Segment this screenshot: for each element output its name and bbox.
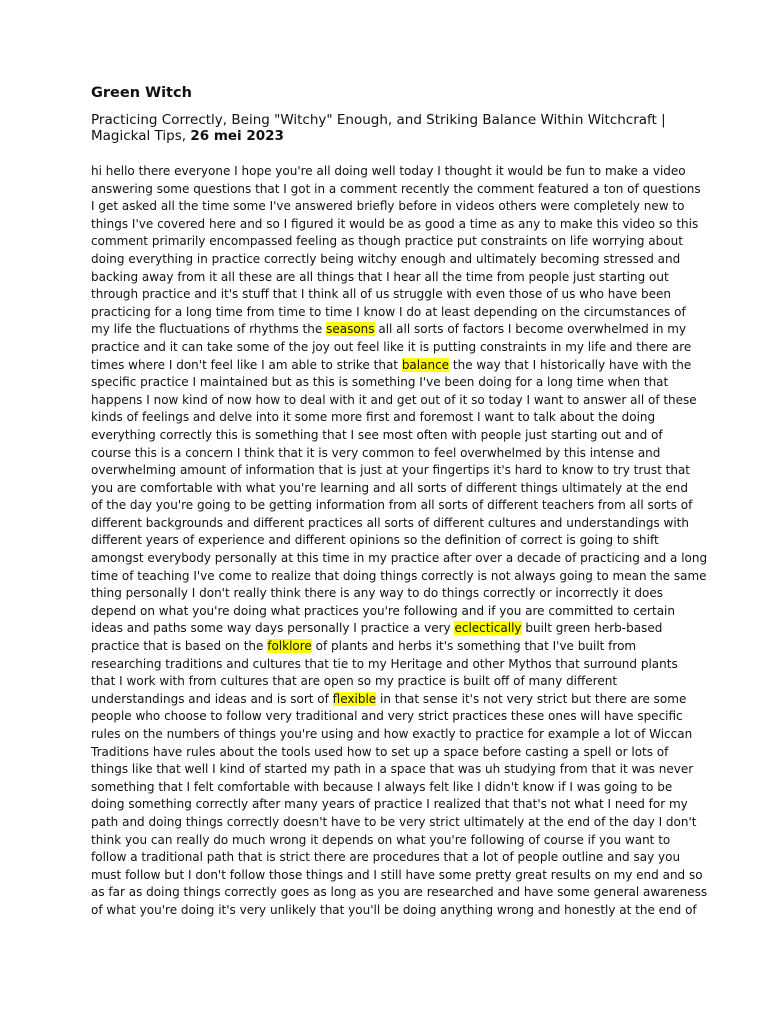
transcript-line: my life the fluctuations of rhythms the seasons all all sorts of factors I become overwhelmed in my bbox=[91, 322, 687, 337]
transcript-line: overwhelming amount of information that is just at your fingertips it's hard to know to try trust that bbox=[91, 463, 691, 478]
transcript-line: course this is a concern I think that it is very common to feel overwhelmed by this intense and bbox=[91, 445, 661, 460]
transcript-line: things I've covered here and so I figured it would be as good a time as any to make this video so this bbox=[91, 216, 699, 231]
transcript-line: everything correctly this is something that I see most often with people just starting out and of bbox=[91, 427, 663, 442]
transcript-line: practicing for a long time from time to time I know I do at least depending on the circumstances of bbox=[91, 304, 686, 319]
transcript-line: that I work with from cultures that are open so my practice is built off of many different bbox=[91, 674, 618, 689]
transcript-line: of what you're doing it's very unlikely that you'll be doing anything wrong and honestly at the end of bbox=[91, 902, 697, 917]
transcript-line: things like that well I kind of started my path in a space that was uh studying from that it was never bbox=[91, 762, 694, 777]
transcript-line: amongst everybody personally at this time in my practice after over a decade of practicing and a long bbox=[91, 551, 708, 566]
transcript-line: Traditions have rules about the tools used how to set up a space before casting a spell or lots of bbox=[91, 744, 669, 759]
highlighted-term: flexible bbox=[332, 691, 377, 706]
transcript-line: thing personally I don't really think there is any way to do things correctly or incorrectly it does bbox=[91, 586, 663, 601]
transcript-line: happens I now kind of now how to deal with it and get out of it so today I want to answer all of these bbox=[91, 392, 697, 407]
transcript-body bbox=[91, 163, 708, 920]
transcript-line: as far as doing things correctly goes as long as you are researched and have some general awareness bbox=[91, 885, 708, 900]
transcript-line: through practice and it's stuff that I think all of us struggle with even those of us who have been bbox=[91, 287, 671, 302]
document-page bbox=[91, 84, 708, 920]
highlighted-term: seasons bbox=[326, 322, 375, 337]
transcript-line: time of teaching I've come to realize that doing things correctly is not always going to mean the same bbox=[91, 568, 707, 583]
transcript-line: doing something correctly after many years of practice I realized that that's not what I need for my bbox=[91, 797, 688, 812]
document-title: Green Witch bbox=[91, 85, 192, 101]
transcript-line: rules on the numbers of things you're using and how exactly to practice for example a lot of Wiccan bbox=[91, 727, 693, 741]
transcript-line: depend on what you're doing what practices you're following and if you are committed to certain bbox=[91, 603, 675, 618]
transcript-line: researching traditions and cultures that tie to my Heritage and other Mythos that surround plants bbox=[91, 656, 678, 671]
transcript-line: different years of experience and different opinions so the definition of correct is going to shift bbox=[91, 533, 659, 548]
transcript-line: answering some questions that I got in a comment recently the comment featured a ton of questions bbox=[91, 181, 701, 196]
transcript-line: doing everything in practice correctly being witchy enough and ultimately becoming stressed and bbox=[91, 251, 681, 266]
transcript-line: practice that is based on the folklore of plants and herbs it's something that I've built from bbox=[91, 639, 637, 654]
transcript-line: backing away from it all these are all things that I hear all the time from people just starting out bbox=[91, 269, 669, 284]
transcript-line: I get asked all the time some I've answered briefly before in videos others were completely new to bbox=[91, 199, 685, 214]
transcript-line: practice and it can take some of the joy out feel like it is putting constraints in my life and there are bbox=[91, 339, 692, 354]
transcript-line: must follow but I don't follow those things and I still have some pretty great results on my end and so bbox=[91, 867, 703, 882]
transcript-line: people who choose to follow very traditional and very strict practices these ones will have specific bbox=[91, 709, 683, 724]
transcript-line: of the day you're going to be getting information from all sorts of different teachers from all sorts of bbox=[91, 498, 693, 513]
transcript-line: specific practice I maintained but as this is something I've been doing for a long time when that bbox=[91, 375, 669, 390]
highlighted-term: eclectically bbox=[454, 621, 522, 636]
publish-date: 26 mei 2023 bbox=[190, 128, 284, 144]
transcript-line: think you can really do much wrong it depends on what you're following of course if you want to bbox=[91, 832, 671, 847]
transcript-line: something that I felt comfortable with because I always felt like I didn't know if I was going to be bbox=[91, 779, 673, 794]
transcript-line: different backgrounds and different practices all sorts of different cultures and understandings with bbox=[91, 515, 689, 530]
document-subtitle bbox=[91, 112, 691, 144]
transcript-line: ideas and paths some way days personally I practice a very eclectically built green herb-based bbox=[91, 621, 663, 636]
transcript-line: path and doing things correctly doesn't have to be very strict ultimately at the end of the day I don't bbox=[91, 814, 697, 829]
transcript-line: kinds of feelings and delve into it some more first and foremost I want to talk about the doing bbox=[91, 410, 656, 425]
transcript-line: hi hello there everyone I hope you're all doing well today I thought it would be fun to make a video bbox=[91, 164, 686, 178]
transcript-line: you are comfortable with what you're learning and all sorts of different things ultimately at the end bbox=[91, 480, 688, 495]
transcript-line: comment primarily encompassed feeling as though practice put constraints on life worrying about bbox=[91, 234, 683, 249]
transcript-line: follow a traditional path that is strict there are procedures that a lot of people outline and say you bbox=[91, 850, 681, 865]
subtitle-text: Practicing Correctly, Being "Witchy" Enough, and Striking Balance Within Witchcraft | Magickal Tips, bbox=[91, 112, 666, 144]
highlighted-term: balance bbox=[401, 357, 450, 372]
transcript-line: times where I don't feel like I am able to strike that balance the way that I historically have with the bbox=[91, 357, 692, 372]
transcript-line: understandings and ideas and is sort of flexible in that sense it's not very strict but there are some bbox=[91, 691, 687, 706]
highlighted-term: folklore bbox=[267, 639, 312, 654]
